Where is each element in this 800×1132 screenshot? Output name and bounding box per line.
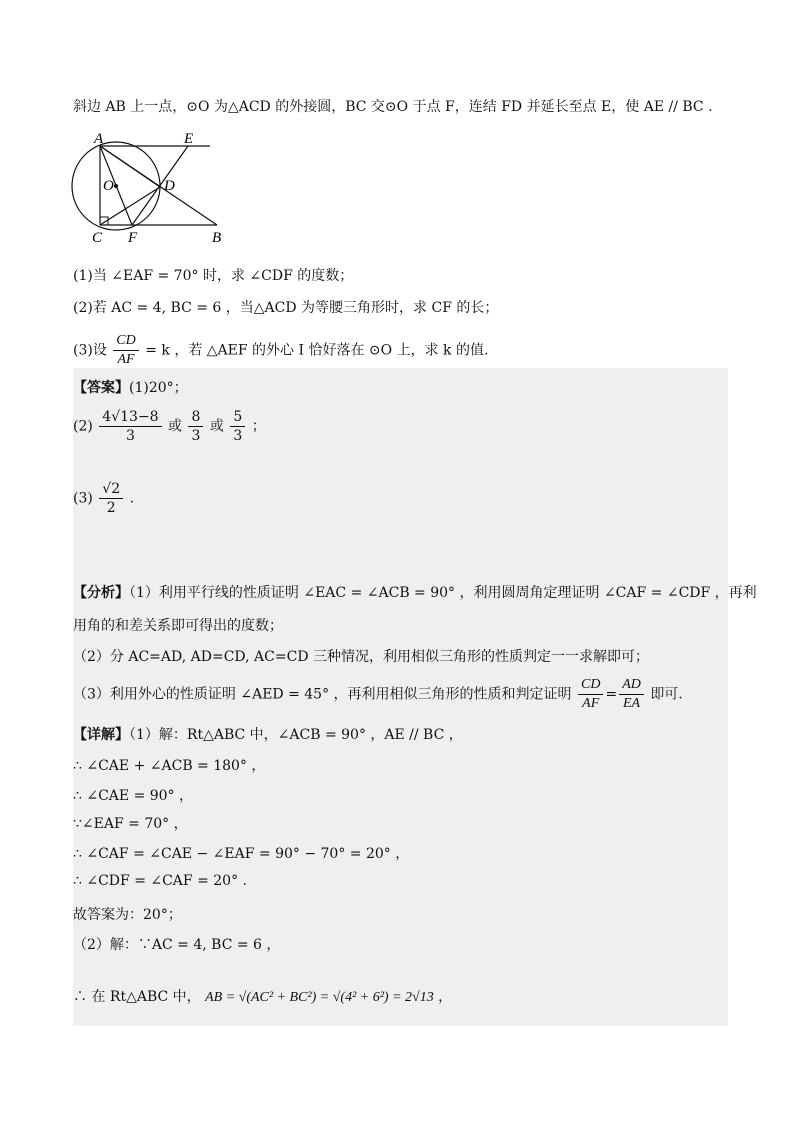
a2-f2-num: 8 [188,408,203,427]
answer-label: 【答案】 [73,380,129,396]
analysis-line-2: 用角的和差关系即可得出的度数； [73,618,283,634]
analysis-line-1 [73,582,757,602]
problem-intro: 斜边 AB 上一点，⊙O 为△ACD 的外接圆，BC 交⊙O 于点 F，连结 FD 并延长至点 E，使 AE // BC . [73,99,713,115]
answer-3-prefix: (3) [73,490,93,507]
detail-line-1 [73,724,463,744]
a2-f2-den: 3 [191,428,201,444]
a2-f3-num: 5 [230,408,245,427]
detail-line-7: 故答案为：20°； [73,907,182,923]
a2-f1-num: 4√13−8 [99,408,161,427]
l4-f1-num: CD [578,676,603,695]
l4-f2-num: AD [619,676,644,695]
label-b: B [212,230,222,246]
a2-or-2: 或 [209,418,224,435]
detail-label: 【详解】 [73,727,129,743]
analysis-4-frac-2 [619,676,644,713]
answer-3-frac [99,480,123,517]
answer-2-frac-2 [188,408,203,445]
label-c: C [92,230,103,246]
a2-end: ； [251,418,266,435]
answer-line-3 [73,480,134,517]
a2-f1-den: 3 [125,428,135,444]
detail-9-formula: AB = √(AC² + BC²) = √(4² + 6²) = 2√13 [205,990,434,1005]
label-e: E [184,131,194,147]
l4-eq: = [605,686,618,703]
a2-or-1: 或 [168,418,183,435]
q3-suffix: = k ，若 △AEF 的外心 I 恰好落在 ⊙O 上，求 k 的值. [145,342,489,359]
question-1: (1)当 ∠EAF = 70° 时，求 ∠CDF 的度数； [73,268,354,284]
label-f: F [128,230,138,246]
detail-line-6: ∴ ∠CDF = ∠CAF = 20° . [73,873,247,889]
a3-den: 2 [106,500,116,516]
detail-line-9 [73,986,452,1006]
detail-line-8: （2）解：∵AC = 4, BC = 6 ， [73,937,281,953]
answer-1: (1)20°； [129,380,188,396]
q3-frac-num: CD [113,332,138,351]
a2-f3-den: 3 [233,428,243,444]
answer-2-frac-3 [230,408,245,445]
center-dot [114,184,118,188]
a3-end: . [129,490,135,507]
detail-9-prefix: ∴ 在 Rt△ABC 中， [73,989,201,1005]
analysis-4-prefix: （3）利用外心的性质证明 ∠AED = 45° ，再利用相似三角形的性质和判定证明 [73,686,572,703]
q3-frac-den: AF [117,352,135,367]
label-a: A [94,131,104,147]
q3-fraction [113,332,138,369]
label-o: O [103,178,114,194]
detail-line-3: ∴ ∠CAE = 90° ， [73,788,194,804]
a3-num: √2 [99,480,123,499]
question-2: (2)若 AC = 4, BC = 6 ，当△ACD 为等腰三角形时，求 CF 的长； [73,300,499,316]
analysis-line-4 [73,676,683,713]
analysis-1: （1）利用平行线的性质证明 ∠EAC = ∠ACB = 90° ，利用圆周角定理证明 ∠CAF = ∠CDF ，再利 [129,585,757,601]
l4-f2-den: EA [622,696,641,711]
analysis-4-suffix: 即可. [650,686,683,703]
answer-line-1 [73,377,188,397]
analysis-4-frac-1 [578,676,603,713]
analysis-label: 【分析】 [73,585,129,601]
detail-line-5: ∴ ∠CAF = ∠CAE − ∠EAF = 90° − 70° = 20° ， [73,846,410,862]
detail-line-2: ∴ ∠CAE + ∠ACB = 180° ， [73,758,266,774]
answer-line-2 [73,408,266,445]
l4-f1-den: AF [582,696,600,711]
line-ef [132,146,188,225]
geometry-figure [60,130,240,248]
label-d: D [164,178,175,194]
q3-prefix: (3)设 [73,342,107,359]
answer-2-prefix: (2) [73,418,93,435]
answer-2-frac-1 [99,408,161,445]
detail-1: （1）解：Rt△ABC 中，∠ACB = 90° ，AE // BC ， [129,727,463,743]
analysis-line-3: （2）分 AC=AD, AD=CD, AC=CD 三种情况，利用相似三角形的性质判定一一求解即可； [73,649,649,665]
detail-line-4: ∵∠EAF = 70° ， [73,816,188,832]
question-3 [73,332,488,369]
detail-9-end: ， [438,989,453,1005]
